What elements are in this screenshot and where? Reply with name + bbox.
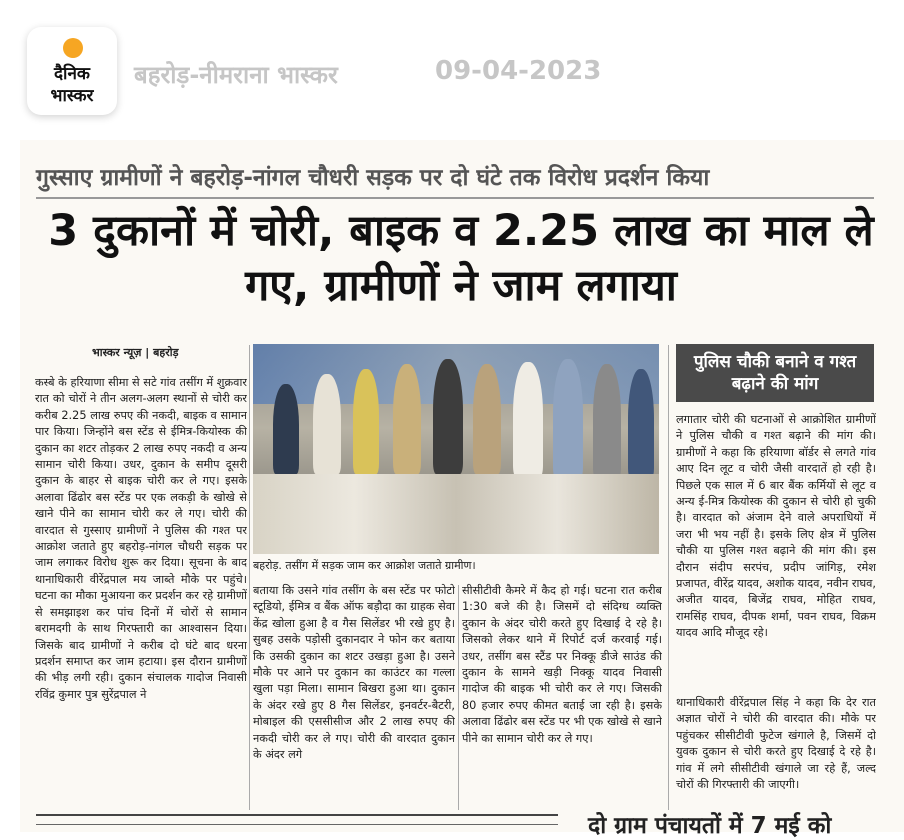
logo-text-line2: भास्कर (50, 86, 94, 106)
article-byline: भास्कर न्यूज़ | बहरोड़ (92, 346, 179, 359)
photo-figure (393, 364, 421, 474)
article-column-5: थानाधिकारी वीरेंद्रपाल सिंह ने कहा कि देर रात अज्ञात चोरों ने चोरी की वारदात की। मौके पर पहुंचकर सीसीटीवी फुटेज खंगाले है, जिसमें दो युवक दुकान से चोरी करते हुए दिखाई दे रहे है। गांव में लगे सीसीटीवी खंगाले जा रहे हैं, जल्द चोरों की गिरफ्तारी की जाएगी। (676, 696, 876, 792)
sun-logo-icon (63, 38, 83, 58)
photo-figure (513, 362, 543, 477)
dainik-bhaskar-logo[interactable] (27, 27, 117, 115)
photo-figure (593, 364, 621, 479)
edition-name: बहरोड़-नीमराना भास्कर (134, 61, 338, 89)
protest-photo (253, 344, 659, 554)
seated-crowd (253, 474, 659, 554)
article-headline: 3 दुकानों में चोरी, बाइक व 2.25 लाख का माल ले गए, ग्रामीणों ने जाम लगाया (48, 206, 874, 311)
article-column-1: कस्बे के हरियाणा सीमा से सटे गांव तसींग में शुक्रवार रात को चोरों ने तीन अलग-अलग स्थानों से चोरी कर करीब 2.25 लाख रुपए की नकदी, बाइक व सामान पार किया। जिन्होंने बस स्टेंड से ईमित्र-कियोस्क की दुकान का शटर तोड़कर 2 लाख रुपए नकदी व अन्य सामान चोरी किया। उधर, दुकान के समीप दूसरी दुकान के बाहर से बाइक चोरी कर ले गए। इसके अलावा ढिंढोर बस स्टेंड पर एक लकड़ी के खोखे से खाने पीने का सामान चोरी कर ले गए। चोरी की वारदात से गुस्साए ग्रामीणों ने पुलिस की गश्त पर आक्रोश जताते हुए बहरोड़-नांगल चौधरी सड़क पर जाम लगाकर विरोध शुरू कर दिया। सूचना के बाद थानाधिकारी वीरेंद्रपाल मय जाब्ते मौके पर पहुंचे। घटना का मौका मुआयना कर प्रदर्शन कर रहे ग्रामीणों से समझाइश कर पांच दिनों में चोरों से सामान बरामदगी के साथ गिरफ्तारी का आश्वासन दिया। जिसके बाद ग्रामीणों ने करीब दो घंटे बाद धरना प्रदर्शन समाप्त कर जाम हटाया। इस दौरान ग्रामीणों की भीड़ लगी रही। दुकान संचालक गादोज निवासी रविंद्र कुमार पुत्र सुरेंद्रपाल ने (35, 376, 247, 701)
photo-figure (553, 359, 583, 479)
next-article-headline: दो ग्राम पंचायतों में 7 मई को (588, 813, 832, 839)
column-divider (458, 585, 459, 810)
photo-figure (273, 384, 299, 474)
article-column-2: बताया कि उसने गांव तसींग के बस स्टेंड पर फोटो स्टूडियो, ईमित्र व बैंक ऑफ बड़ौदा का ग्राहक सेवा केंद्र खोला हुआ है व गैस सिलेंडर भी रखे हुए है। सुबह उसके पड़ोसी दुकानदार ने फोन कर बताया कि उसकी दुकान का शटर उखड़ा हुआ है। उसने मौके पर आने पर दुकान का काउंटर का गल्ला खुला पड़ा मिला। सामान बिखरा हुआ था। दुकान के अंदर रखे हुए 8 गैस सिलेंडर, इनवर्टर-बैटरी, मोबाइल की एससीसीज और 2 लाख रुपए की नकदी चोरी कर ले गए। चोरी की वारदात दुकान के अंदर लगे (253, 584, 455, 762)
app-header (0, 0, 904, 140)
kicker-divider (36, 197, 874, 199)
sidebar-heading: पुलिस चौकी बनाने व गश्त बढ़ाने की मांग (676, 344, 874, 402)
sidebar-column: लगातार चोरी की घटनाओं से आक्रोशित ग्रामीणों ने पुलिस चौकी व गश्त बढ़ाने की मांग की। ग्रामीणों ने कहा कि हरियाणा बॉर्डर से लगते गांव आए दिन लूट व चोरी जैसी वारदातें हो रही है। पिछले एक साल में 6 बार बैंक कर्मियों से लूट व अन्य ई-मित्र कियोस्क की दुकान से चोरी हो चुकी है। वारदात को अंजाम देने वाले अपराधियों में जरा भी भय नहीं है। इसके लिए क्षेत्र में पुलिस चौकी या पुलिस गश्त बढ़ाने की मांग की। इस दौरान संदीप सरपंच, प्रदीप जांगिड़, रमेश प्रजापत, वीरेंद्र यादव, अशोक यादव, नवीन राघव, अजीत यादव, बिजेंद्र राघव, मोहित राघव, रामसिंह राघव, दीपक शर्मा, पवन राघव, विक्रम यादव आदि मौजूद रहे। (676, 413, 876, 640)
photo-figure (313, 374, 341, 474)
article-column-3: सीसीटीवी कैमरे में कैद हो गई। घटना रात करीब 1:30 बजे की है। जिसमें दो संदिग्ध व्यक्ति दुकान के अंदर चोरी करते हुए दिखाई दे रहे है। जिसको लेकर थाने में रिपोर्ट दर्ज करवाई गई। उधर, तसींग बस स्टैंड पर निक्कू डीजे साउंड की दुकान के सामने खड़ी निक्कू यादव निवासी गादोज की बाइक भी चोरी कर ले गए। जिसकी 80 हजार रुपए कीमत बताई जा रही है। इसके अलावा ढिंढोर बस स्टेंड पर भी एक खोखे से खाने पीने का सामान चोरी कर ले गए। (462, 584, 662, 745)
page-bottom-rule (36, 814, 558, 825)
edition-date: 09-04-2023 (435, 56, 602, 86)
photo-figure (353, 369, 379, 474)
photo-figure (433, 359, 463, 474)
column-divider (249, 345, 250, 810)
photo-caption: बहरोड़. तसींग में सड़क जाम कर आक्रोश जताते ग्रामीण। (253, 559, 476, 572)
logo-text-line1: दैनिक (54, 64, 90, 84)
photo-figure (628, 369, 654, 479)
photo-figure (473, 364, 501, 474)
article-kicker: गुस्साए ग्रामीणों ने बहरोड़-नांगल चौधरी सड़क पर दो घंटे तक विरोध प्रदर्शन किया (36, 165, 710, 191)
column-divider (668, 345, 669, 810)
